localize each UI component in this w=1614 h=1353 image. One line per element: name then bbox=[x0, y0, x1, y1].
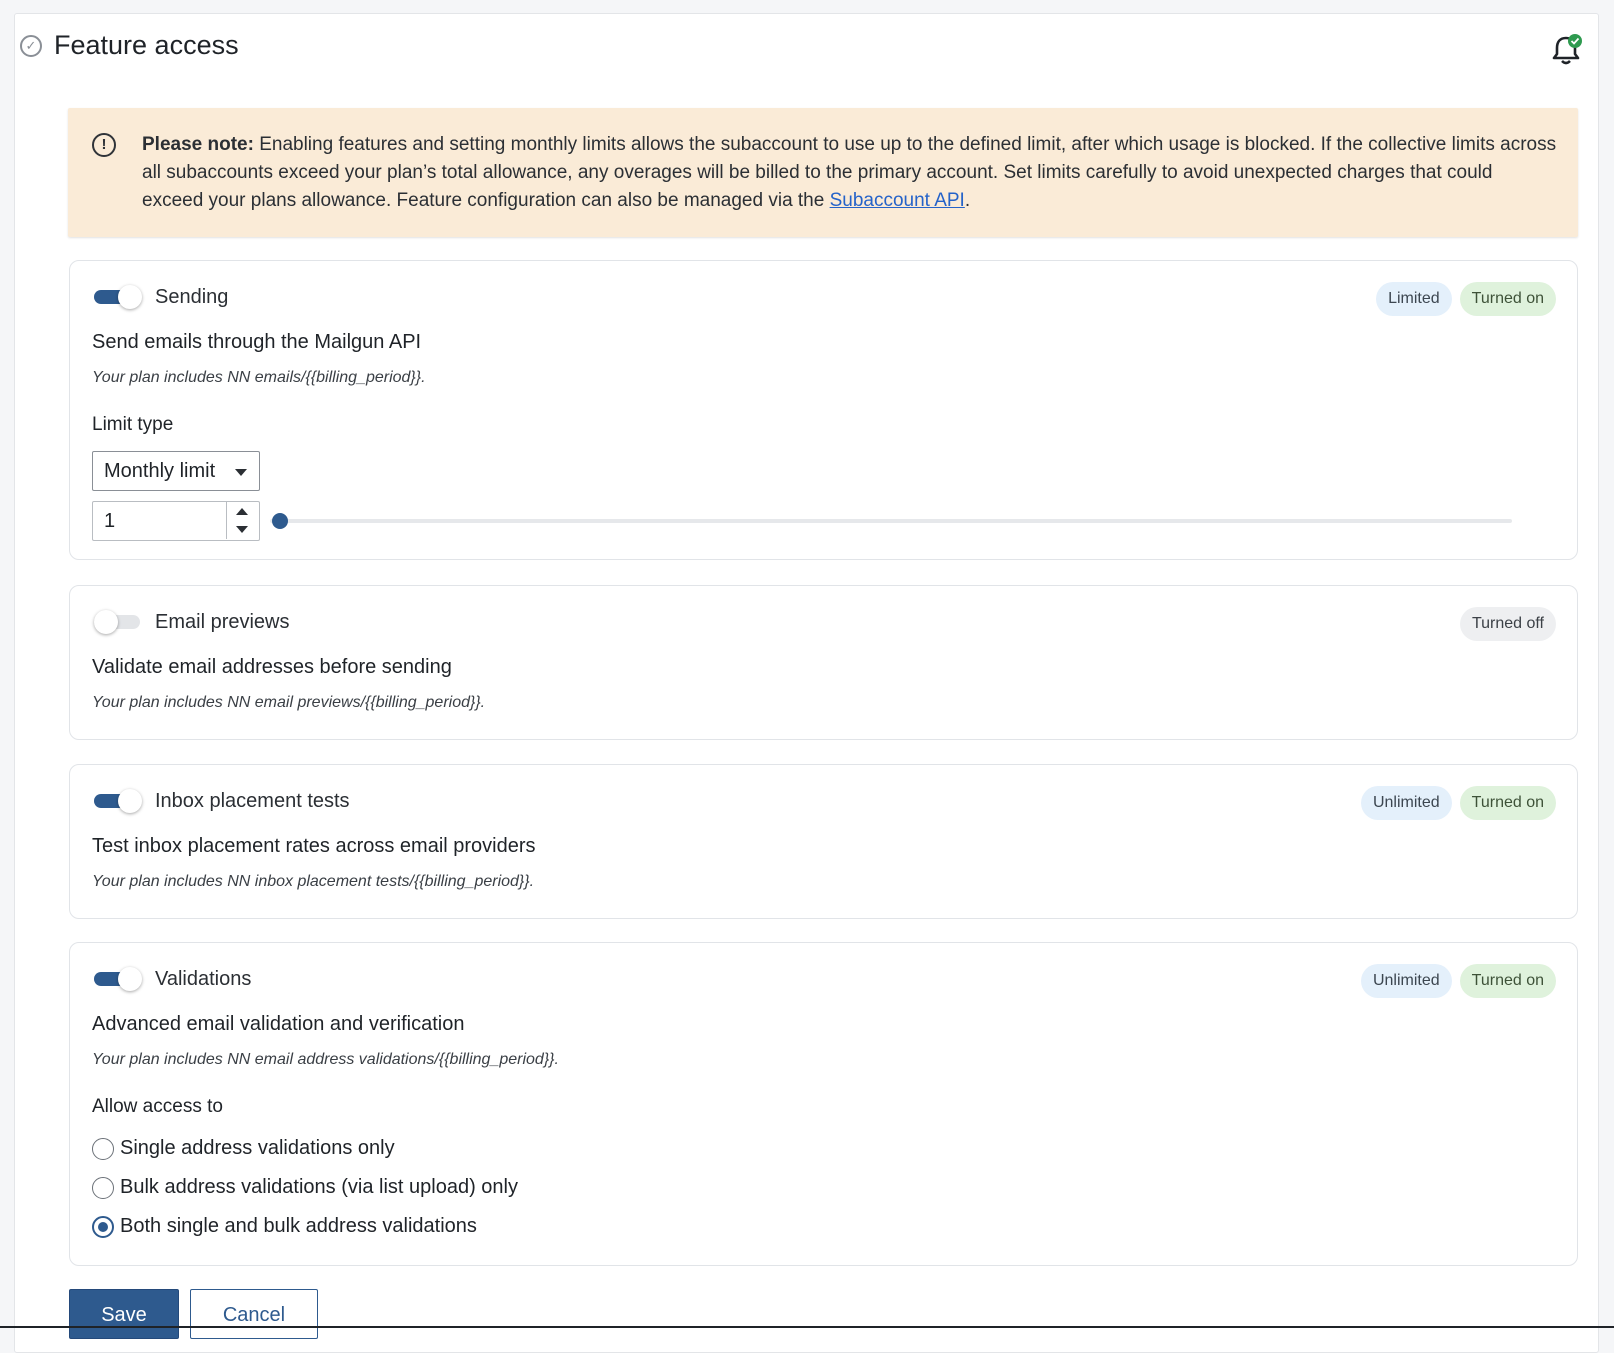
feature-name: Validations bbox=[155, 968, 252, 990]
number-stepper bbox=[226, 502, 259, 539]
notice-body: Enabling features and setting monthly limits allows the subaccount to use up to the defined limit, after which usage is blocked. If the collective limits across all subaccounts exceed your plan’s total allowance, any overages will be billed to the primary account. Set limits carefully to avoid unexpected charges that could exceed your plans allowance. Feature configuration can also be managed via the bbox=[142, 134, 1557, 211]
plan-note: Your plan includes NN email previews/{{billing_period}}. bbox=[92, 694, 486, 711]
limit-number-input[interactable] bbox=[92, 501, 260, 541]
radio-option-single[interactable] bbox=[92, 1137, 395, 1160]
status-badges bbox=[1460, 607, 1556, 641]
plan-note: Your plan includes NN emails/{{billing_period}}. bbox=[92, 369, 426, 386]
sending-toggle[interactable] bbox=[94, 285, 142, 309]
toggle-knob bbox=[118, 967, 142, 991]
radio-label: Single address validations only bbox=[120, 1137, 395, 1159]
feature-card-validations bbox=[69, 942, 1578, 1266]
notice-bold-label: Please note: bbox=[142, 134, 254, 155]
please-note-banner bbox=[68, 108, 1578, 237]
feature-card-sending bbox=[69, 260, 1578, 560]
turned-on-badge: Turned on bbox=[1460, 964, 1556, 998]
cancel-button[interactable]: Cancel bbox=[190, 1289, 318, 1339]
feature-description: Validate email addresses before sending bbox=[92, 656, 452, 678]
turned-on-badge: Turned on bbox=[1460, 786, 1556, 820]
status-badges bbox=[1361, 786, 1556, 820]
plan-note: Your plan includes NN inbox placement tests/{{billing_period}}. bbox=[92, 873, 535, 890]
slider-thumb[interactable] bbox=[272, 513, 288, 529]
status-badges bbox=[1361, 964, 1556, 998]
feature-name: Email previews bbox=[155, 611, 290, 633]
caret-down-icon bbox=[235, 469, 247, 476]
feature-card-inbox-placement bbox=[69, 764, 1578, 919]
page-title: Feature access bbox=[54, 30, 239, 60]
status-badges bbox=[1376, 282, 1556, 316]
radio-button[interactable] bbox=[92, 1216, 114, 1238]
toggle-knob bbox=[94, 610, 118, 634]
stepper-up-icon[interactable] bbox=[236, 508, 248, 515]
turned-off-badge: Turned off bbox=[1460, 607, 1556, 641]
exclamation-circle-icon: ! bbox=[92, 133, 116, 157]
slider-rail bbox=[270, 519, 1512, 523]
feature-name: Sending bbox=[155, 286, 229, 308]
limit-value: 1 bbox=[104, 510, 116, 532]
notice-text bbox=[142, 131, 1558, 215]
feature-description: Send emails through the Mailgun API bbox=[92, 331, 422, 353]
limit-slider[interactable] bbox=[270, 511, 1512, 531]
check-circle-icon: ✓ bbox=[20, 35, 42, 57]
radio-label: Both single and bulk address validations bbox=[120, 1215, 477, 1237]
radio-button[interactable] bbox=[92, 1177, 114, 1199]
notice-end: . bbox=[964, 190, 971, 211]
toggle-knob bbox=[118, 285, 142, 309]
save-button[interactable]: Save bbox=[69, 1289, 179, 1339]
allow-access-label: Allow access to bbox=[92, 1096, 223, 1117]
radio-button[interactable] bbox=[92, 1138, 114, 1160]
turned-on-badge: Turned on bbox=[1460, 282, 1556, 316]
bell-icon[interactable] bbox=[1548, 32, 1584, 68]
limit-type-value: Monthly limit bbox=[104, 460, 216, 482]
limited-badge: Limited bbox=[1376, 282, 1452, 316]
feature-name: Inbox placement tests bbox=[155, 790, 350, 812]
subaccount-api-link[interactable]: Subaccount API bbox=[829, 190, 965, 211]
inbox-placement-toggle[interactable] bbox=[94, 789, 142, 813]
feature-description: Advanced email validation and verification bbox=[92, 1013, 465, 1035]
limit-type-label: Limit type bbox=[92, 414, 174, 435]
feature-description: Test inbox placement rates across email providers bbox=[92, 835, 536, 857]
email-previews-toggle[interactable] bbox=[94, 610, 142, 634]
unlimited-badge: Unlimited bbox=[1361, 786, 1452, 820]
unlimited-badge: Unlimited bbox=[1361, 964, 1452, 998]
radio-option-both[interactable] bbox=[92, 1215, 477, 1238]
validations-toggle[interactable] bbox=[94, 967, 142, 991]
radio-label: Bulk address validations (via list upload) only bbox=[120, 1176, 518, 1198]
check-badge-icon bbox=[1568, 34, 1582, 48]
feature-card-email-previews bbox=[69, 585, 1578, 740]
limit-type-select[interactable] bbox=[92, 451, 260, 491]
plan-note: Your plan includes NN email address validations/{{billing_period}}. bbox=[92, 1051, 559, 1068]
radio-option-bulk[interactable] bbox=[92, 1176, 518, 1199]
page-header bbox=[20, 30, 239, 61]
stepper-down-icon[interactable] bbox=[236, 526, 248, 533]
toggle-knob bbox=[118, 789, 142, 813]
